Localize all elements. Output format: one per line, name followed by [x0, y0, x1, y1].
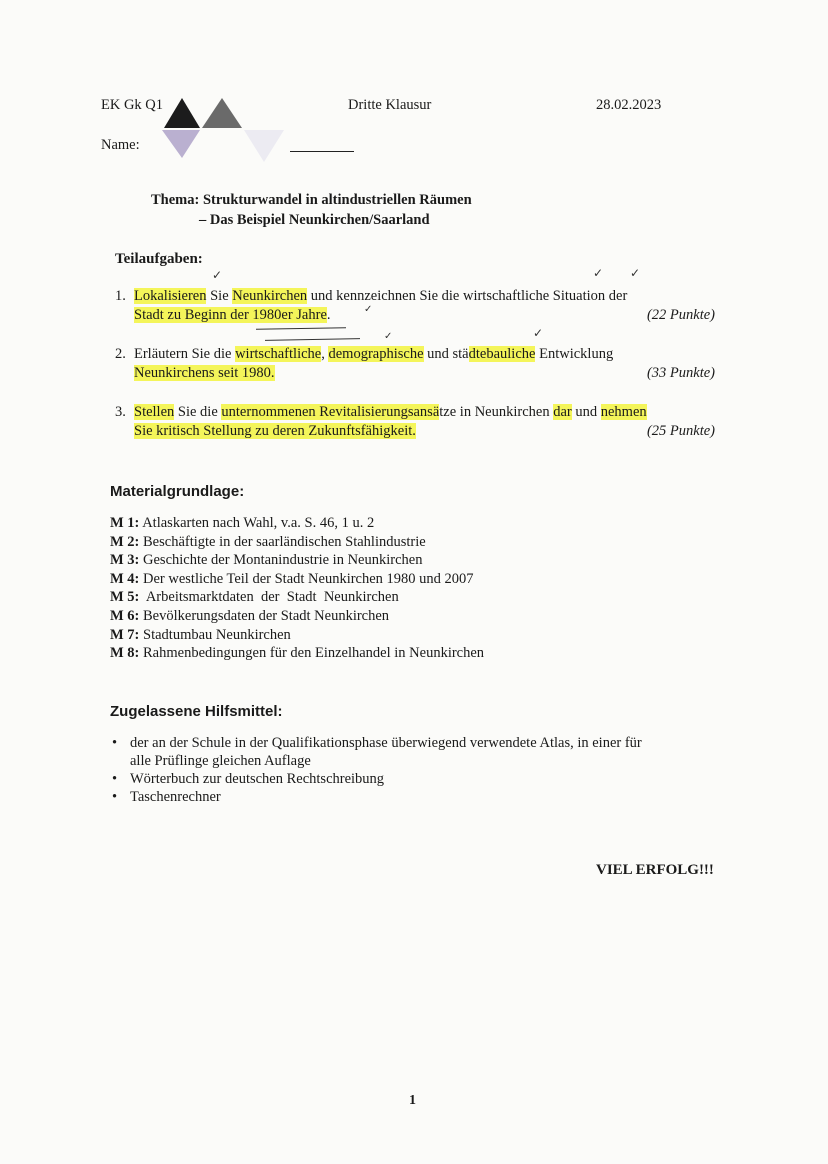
check-mark-icon: ✓	[593, 266, 604, 280]
aids-list	[110, 734, 642, 806]
task-3-number: 3.	[115, 404, 126, 420]
redaction-shapes	[160, 96, 290, 164]
task-2-line-1: Erläutern Sie die wirtschaftliche, demographische und städtebauliche Entwicklung	[134, 346, 614, 362]
material-item: M 4: Der westliche Teil der Stadt Neunkirchen 1980 und 2007	[110, 570, 474, 587]
material-item: M 1: Atlaskarten nach Wahl, v.a. S. 46, 1 u. 2	[110, 515, 375, 531]
check-mark-icon: ✓	[384, 331, 393, 342]
task-2-points: (33 Punkte)	[646, 365, 715, 381]
check-mark-icon: ✓	[364, 304, 373, 315]
handwritten-underline	[265, 338, 360, 341]
bullet-icon: •	[112, 735, 118, 751]
material-item: M 6: Bevölkerungsdaten der Stadt Neunkirchen	[110, 607, 390, 624]
aid-item: • der an der Schule in der Qualifikationsphase überwiegend verwendete Atlas, in einer für alle Prüflinge gleichen Auflage	[112, 735, 642, 769]
material-item: M 5: Arbeitsmarktdaten der Stadt Neunkirchen	[110, 589, 399, 606]
check-mark-icon: ✓	[630, 266, 641, 280]
task-1-number: 1.	[115, 288, 126, 304]
task-1-points: (22 Punkte)	[646, 307, 715, 323]
task-2-number: 2.	[115, 346, 126, 362]
aid-item: • Wörterbuch zur deutschen Rechtschreibung	[112, 771, 385, 787]
task-1-line-1: Lokalisieren Sie Neunkirchen und kennzeichnen Sie die wirtschaftliche Situation der	[134, 288, 628, 304]
bullet-icon: •	[112, 789, 118, 805]
task-3-points: (25 Punkte)	[646, 423, 715, 439]
name-underline	[290, 151, 354, 152]
materials-heading: Materialgrundlage:	[110, 483, 245, 500]
page-number: 1	[409, 1093, 416, 1108]
topic-line-2: – Das Beispiel Neunkirchen/Saarland	[199, 212, 430, 228]
task-3-line-1: Stellen Sie die unternommenen Revitalisierungsansätze in Neunkirchen dar und nehmen	[134, 404, 647, 420]
material-item: M 8: Rahmenbedingungen für den Einzelhandel in Neunkirchen	[110, 645, 485, 662]
material-item: M 7: Stadtumbau Neunkirchen	[110, 626, 291, 643]
material-item: M 2: Beschäftigte in der saarländischen Stahlindustrie	[110, 533, 426, 550]
materials-list	[110, 514, 484, 663]
task-1-line-2: Stadt zu Beginn der 1980er Jahre.	[134, 307, 331, 323]
aids-heading: Zugelassene Hilfsmittel:	[110, 703, 283, 720]
aid-item: • Taschenrechner	[112, 789, 221, 805]
exam-date: 28.02.2023	[596, 97, 662, 113]
course-label: EK Gk Q1	[101, 97, 164, 113]
name-label: Name:	[101, 137, 140, 153]
bullet-icon: •	[112, 771, 118, 787]
tasks-heading: Teilaufgaben:	[115, 251, 203, 267]
task-2-line-2: Neunkirchens seit 1980.	[134, 365, 275, 381]
closing-text: VIEL ERFOLG!!!	[596, 862, 714, 878]
handwritten-underline	[256, 327, 346, 330]
check-mark-icon: ✓	[212, 268, 223, 282]
topic-line-1: Thema: Strukturwandel in altindustriellen Räumen	[151, 192, 472, 208]
check-mark-icon: ✓	[533, 326, 544, 340]
exam-title: Dritte Klausur	[348, 97, 432, 113]
task-3-line-2: Sie kritisch Stellung zu deren Zukunftsfähigkeit.	[134, 423, 416, 439]
material-item: M 3: Geschichte der Montanindustrie in Neunkirchen	[110, 552, 423, 569]
